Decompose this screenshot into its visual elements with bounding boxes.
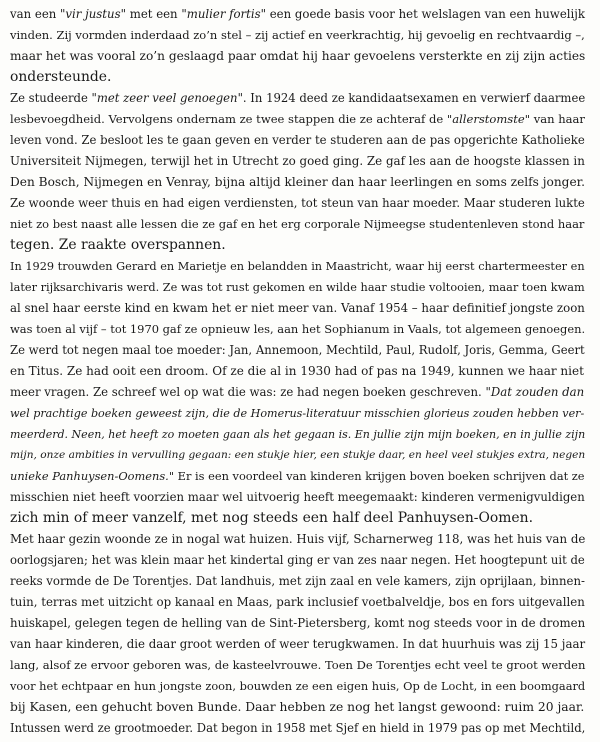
paragraph — [10, 4, 588, 88]
text-run: vinden. Zij vormden inderdaad zo’n stel – zij actief en veerkrachtig, hij gevoelig en rechtvaardig –, — [10, 28, 585, 42]
text-line — [10, 340, 588, 361]
text-line — [10, 256, 588, 277]
text-run: later rijksarchivaris werd. Ze was tot rust gekomen en wilde haar studie voltooien, maar toen kwam — [10, 281, 585, 294]
text-run: maar het was vooral zo’n geslaagd paar omdat hij haar gevoelens versterkte en zij zijn acties — [10, 49, 586, 63]
italic-text: vir justus — [65, 7, 121, 21]
paragraph — [10, 256, 588, 529]
text-run: leven vond. Ze besloot les te gaan geven en verder te studeren aan de pas opgerichte Katholieke — [10, 133, 585, 147]
text-run: " een goede basis voor het welslagen van een huwelijk — [260, 7, 585, 21]
text-run: Ze studeerde " — [10, 91, 97, 105]
text-run: Ze werd tot negen maal toe moeder: Jan, Annemoon, Mechtild, Paul, Rudolf, Joris, Gemma, Geert — [10, 343, 585, 357]
text-run: reeks vormde de De Torentjes. Dat landhuis, met zijn zaal en vele kamers, zijn oprijlaan, binnen- — [10, 574, 585, 588]
text-run: In 1929 trouwden Gerard en Marietje en belandden in Maastricht, waar hij eerst chartermeester en — [10, 260, 585, 273]
text-line — [10, 319, 588, 340]
text-line — [10, 88, 588, 109]
text-line — [10, 571, 588, 592]
text-run: " met een " — [120, 7, 187, 21]
paragraph — [10, 193, 588, 256]
text-run: ondersteunde. — [10, 69, 112, 85]
italic-text: unieke Panhuysen-Oomens. — [10, 469, 169, 483]
text-line — [10, 361, 588, 382]
text-run: Ze woonde weer thuis en had eigen verdiensten, tot steun van haar moeder. Maar studeren lukte — [10, 196, 585, 210]
italic-text: allerstomste — [452, 112, 525, 126]
text-line — [10, 466, 588, 487]
paragraph — [10, 88, 588, 193]
text-run: oorlogsjaren; het was klein maar het kindertal ging er van zes naar negen. Het hoogtepunt uit de — [10, 553, 585, 567]
text-run: " van haar — [524, 112, 585, 126]
text-line — [10, 445, 588, 466]
text-line — [10, 382, 588, 403]
text-line — [10, 655, 588, 676]
text-run: Universiteit Nijmegen, terwijl het in Utrecht zo goed ging. Ze gaf les aan de hoogste klassen in — [10, 154, 585, 168]
text-line — [10, 613, 588, 634]
text-line — [10, 214, 588, 235]
text-run: van een " — [10, 7, 66, 21]
italic-text: met zeer veel genoegen — [96, 91, 238, 105]
text-line — [10, 424, 588, 445]
text-line — [10, 67, 588, 88]
text-line — [10, 676, 588, 697]
text-run: lesbevoegdheid. Vervolgens ondernam ze twee stappen die ze achteraf de " — [10, 112, 453, 126]
text-run: al snel haar eerste kind en kwam het er niet meer van. Vanaf 1954 – haar definitief jongste zoon — [10, 301, 585, 315]
paragraph — [10, 718, 588, 739]
text-run: bij Kasen, een gehucht boven Bunde. Daar hebben ze nog het langst gewoond: ruim 20 jaar. — [10, 700, 585, 714]
text-run: en Titus. Ze had ooit een droom. Of ze die al in 1930 had of pas na 1949, kunnen we haar niet — [10, 364, 584, 378]
text-line — [10, 550, 588, 571]
italic-text: mulier fortis — [186, 7, 261, 21]
text-line — [10, 529, 588, 550]
italic-text: wel prachtige boeken geweest zijn, die de Homerus-literatuur misschien glorieus zouden hebben ver- — [10, 407, 585, 420]
text-run: misschien niet heeft voorzien maar wel uitvoerig heeft meegemaakt: kinderen vermenigvuldigen — [10, 490, 585, 504]
text-line — [10, 592, 588, 613]
text-line — [10, 193, 588, 214]
document-body — [10, 4, 588, 739]
paragraph — [10, 529, 588, 718]
text-line — [10, 172, 588, 193]
text-run: meer vragen. Ze schreef wel op wat die was: ze had negen boeken geschreven. — [10, 385, 486, 399]
text-line — [10, 235, 588, 256]
text-run: Met haar gezin woonde ze in nogal wat huizen. Huis vijf, Scharnerweg 118, was het huis van de — [10, 532, 586, 546]
text-run: van haar kinderen, die daar groot werden of weer terugkwamen. In dat huurhuis was zij 15 jaar — [10, 637, 586, 651]
text-line — [10, 109, 588, 130]
text-line — [10, 151, 588, 172]
text-line — [10, 634, 588, 655]
text-line — [10, 697, 588, 718]
text-run: lang, alsof ze ervoor geboren was, de kasteelvrouwe. Toen De Torentjes echt veel te groot werden — [10, 658, 586, 672]
text-run: Intussen werd ze grootmoeder. Dat begon in 1958 met Sjef en hield in 1979 pas op met Mechtild, — [10, 721, 586, 735]
text-line — [10, 130, 588, 151]
text-run: voor het echtpaar en hun jongste zoon, bouwden ze een eigen huis, Op de Locht, in een boomgaard — [10, 679, 586, 693]
text-line — [10, 718, 588, 739]
text-line — [10, 487, 588, 508]
text-line — [10, 298, 588, 319]
text-line — [10, 403, 588, 424]
text-line — [10, 25, 588, 46]
text-run: niet zo best naast alle lessen die ze gaf en het erg corporale Nijmeegse studentenleven stond haar — [10, 217, 585, 231]
text-line — [10, 508, 588, 529]
text-run: tegen. Ze raakte overspannen. — [10, 237, 226, 253]
text-run: ". In 1924 deed ze kandidaatsexamen en verwierf daarmee — [237, 91, 586, 105]
text-run: was toen al vijf – tot 1970 gaf ze opnieuw les, aan het Sophianum in Vaals, tot algemeen genoegen. — [10, 322, 586, 336]
text-run: Den Bosch, Nijmegen en Venray, bijna altijd kleiner dan haar leerlingen en soms zelfs jonger. — [10, 175, 585, 189]
text-run: tuin, terras met uitzicht op kanaal en Maas, park inclusief voetbalveldje, bos en fors uitgevallen — [10, 595, 585, 609]
text-line — [10, 46, 588, 67]
text-run: zich min of meer vanzelf, met nog steeds een half deel Panhuysen-Oomen. — [10, 510, 533, 526]
text-line — [10, 4, 588, 25]
italic-text: meerderd. Neen, het heeft zo moeten gaan als het gegaan is. En jullie zijn mijn boeken, en in jullie zijn — [10, 428, 586, 441]
text-line — [10, 277, 588, 298]
text-run: " Er is een voordeel van kinderen krijgen boven boeken schrijven dat ze — [168, 469, 585, 483]
italic-text: mijn, onze ambities in vervulling gegaan: een stukje hier, een stukje daar, en heel veel stukjes extra, negen — [10, 449, 586, 461]
italic-text: "Dat zouden dan — [485, 385, 585, 399]
text-run: huiskapel, gelegen tegen de helling van de Sint-Pietersberg, komt nog steeds voor in de dromen — [10, 616, 586, 630]
